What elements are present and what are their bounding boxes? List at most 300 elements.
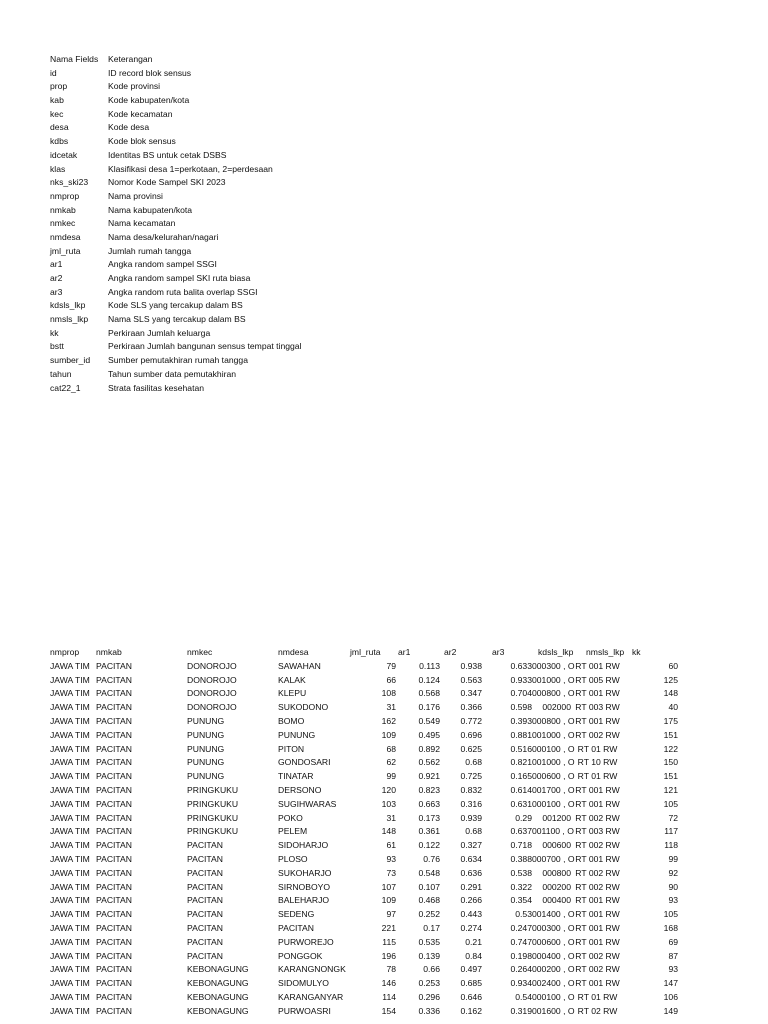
- table-cell: 000100 , O: [532, 743, 575, 754]
- table-cell: 147: [663, 978, 678, 989]
- table-cell: JAWA TIM: [50, 853, 90, 864]
- table-cell: 0.264: [510, 964, 532, 975]
- table-cell: RT 001 RW: [575, 978, 620, 989]
- table-cell: BOMO: [278, 715, 305, 726]
- table-cell: JAWA TIM: [50, 674, 90, 685]
- table-cell: PACITAN: [96, 991, 132, 1002]
- table-cell: JAWA TIM: [50, 840, 90, 851]
- table-cell: 0.881: [510, 729, 532, 740]
- table-cell: 001000 , O: [532, 674, 575, 685]
- table-cell: 90: [668, 881, 678, 892]
- column-header: nmdesa: [278, 647, 309, 657]
- table-cell: RT 002 RW: [575, 950, 620, 961]
- table-body: [50, 660, 690, 1019]
- table-cell: PRINGKUKU: [187, 812, 239, 823]
- table-cell: RT 002 RW: [575, 840, 620, 851]
- table-cell: JAWA TIM: [50, 909, 90, 920]
- field-description: Perkiraan Jumlah bangunan sensus tempat tinggal: [108, 341, 302, 352]
- table-cell: RT 001 RW: [575, 909, 620, 920]
- field-name: kk: [50, 327, 59, 338]
- table-cell: 150: [663, 757, 678, 768]
- table-cell: 0.933: [510, 674, 532, 685]
- table-cell: 000800 , O: [532, 688, 575, 699]
- field-description: Nama SLS yang tercakup dalam BS: [108, 314, 246, 325]
- table-cell: 0.725: [460, 771, 482, 782]
- column-header: kdsls_lkp: [538, 647, 574, 657]
- table-cell: PACITAN: [96, 715, 132, 726]
- field-name: desa: [50, 122, 69, 133]
- table-row: [50, 991, 690, 1005]
- table-row: [50, 825, 690, 839]
- table-cell: 0.663: [418, 798, 440, 809]
- table-row: [50, 798, 690, 812]
- table-cell: 117: [664, 826, 678, 837]
- table-cell: PUNUNG: [187, 715, 225, 726]
- column-header: ar3: [492, 647, 505, 657]
- table-cell: 0.938: [460, 660, 482, 671]
- table-cell: 0.393: [510, 715, 532, 726]
- table-cell: RT 002 RW: [575, 964, 620, 975]
- table-cell: 0.173: [418, 812, 440, 823]
- table-cell: 61: [386, 840, 396, 851]
- table-cell: SAWAHAN: [278, 660, 321, 671]
- table-cell: 0.198: [510, 950, 532, 961]
- table-cell: RT 10 RW: [577, 757, 618, 768]
- table-cell: 87: [668, 950, 678, 961]
- table-row: [50, 687, 690, 701]
- table-cell: 0.747: [510, 936, 532, 947]
- table-cell: 0.821: [510, 757, 532, 768]
- table-cell: RT 001 RW: [575, 798, 620, 809]
- table-cell: 000300 , O: [532, 922, 575, 933]
- field-name: ar3: [50, 286, 63, 297]
- table-cell: 120: [381, 784, 396, 795]
- table-cell: 109: [381, 729, 396, 740]
- table-cell: 221: [381, 922, 396, 933]
- table-cell: PACITAN: [96, 964, 132, 975]
- table-cell: 151: [663, 729, 678, 740]
- table-cell: 93: [668, 964, 678, 975]
- table-row: [50, 839, 690, 853]
- table-cell: 146: [381, 978, 396, 989]
- table-cell: RT 01 RW: [577, 771, 618, 782]
- table-cell: PACITAN: [96, 840, 132, 851]
- table-cell: 114: [382, 991, 396, 1002]
- table-cell: JAWA TIM: [50, 964, 90, 975]
- field-description: Nama kecamatan: [108, 218, 176, 229]
- field-description: Nama kabupaten/kota: [108, 204, 193, 215]
- table-cell: 0.68: [465, 826, 482, 837]
- table-cell: 0.291: [460, 881, 482, 892]
- table-cell: 92: [668, 867, 678, 878]
- table-cell: 0.21: [465, 936, 482, 947]
- field-name: nmkab: [50, 204, 76, 215]
- table-row: [50, 881, 690, 895]
- table-cell: PACITAN: [96, 674, 132, 685]
- column-header: jml_ruta: [350, 647, 381, 657]
- field-description: Nomor Kode Sampel SKI 2023: [108, 177, 226, 188]
- field-description: Jumlah rumah tangga: [108, 245, 192, 256]
- table-cell: RT 002 RW: [575, 729, 620, 740]
- table-row: [50, 894, 690, 908]
- table-cell: 99: [668, 853, 678, 864]
- field-description: Kode provinsi: [108, 81, 161, 92]
- table-cell: PACITAN: [96, 881, 132, 892]
- table-cell: KLEPU: [278, 688, 307, 699]
- table-cell: PACITAN: [96, 784, 132, 795]
- table-cell: RT 001 RW: [575, 895, 620, 906]
- table-cell: 73: [386, 867, 396, 878]
- table-cell: PACITAN: [96, 895, 132, 906]
- table-cell: 168: [663, 922, 678, 933]
- table-cell: 0.634: [460, 853, 482, 864]
- table-cell: PUNUNG: [187, 729, 225, 740]
- column-header: nmkec: [187, 647, 213, 657]
- table-cell: 69: [668, 936, 678, 947]
- table-cell: PRINGKUKU: [187, 798, 239, 809]
- field-description: Angka random sampel SSGI: [108, 259, 217, 270]
- table-cell: 0.631: [510, 798, 532, 809]
- table-cell: 115: [382, 936, 396, 947]
- table-cell: JAWA TIM: [50, 660, 90, 671]
- table-cell: KARANGNONGK: [278, 964, 346, 975]
- table-cell: 002400 , O: [532, 978, 575, 989]
- field-name: klas: [50, 163, 66, 174]
- table-cell: 79: [386, 660, 396, 671]
- table-cell: RT 001 RW: [575, 853, 620, 864]
- table-cell: 0.823: [418, 784, 440, 795]
- table-cell: SIRNOBOYO: [278, 881, 331, 892]
- field-name: nmkec: [50, 218, 76, 229]
- field-name: ar1: [50, 259, 63, 270]
- table-cell: 0.296: [418, 991, 440, 1002]
- table-cell: 0.646: [460, 991, 482, 1002]
- table-cell: 0.939: [460, 812, 482, 823]
- table-cell: 66: [386, 674, 396, 685]
- field-name: cat22_1: [50, 382, 81, 393]
- table-cell: 0.625: [460, 743, 482, 754]
- table-cell: 000800 , O: [532, 715, 575, 726]
- field-name: idcetak: [50, 149, 78, 160]
- table-cell: PACITAN: [96, 853, 132, 864]
- table-cell: 148: [663, 688, 678, 699]
- table-cell: PELEM: [278, 826, 308, 837]
- table-row: [50, 963, 690, 977]
- table-cell: PACITAN: [96, 1005, 132, 1016]
- field-name: nmsls_lkp: [50, 314, 89, 325]
- table-cell: DONOROJO: [187, 688, 237, 699]
- table-cell: 154: [381, 1005, 396, 1016]
- table-row: [50, 853, 690, 867]
- table-cell: 0.832: [460, 784, 482, 795]
- table-cell: 001400 , O: [532, 909, 575, 920]
- table-cell: 0.614: [510, 784, 532, 795]
- table-cell: 001100 , O: [532, 826, 574, 837]
- table-cell: PACITAN: [96, 909, 132, 920]
- table-cell: 151: [663, 771, 678, 782]
- table-cell: KARANGANYAR: [278, 991, 344, 1002]
- table-row: [50, 1005, 690, 1019]
- table-cell: 106: [663, 991, 678, 1002]
- table-cell: PUNUNG: [278, 729, 316, 740]
- table-cell: RT 001 RW: [575, 660, 620, 671]
- data-table: [50, 646, 690, 1019]
- table-cell: 001200: [542, 812, 571, 823]
- field-name: kdbs: [50, 136, 69, 147]
- field-name: jml_ruta: [50, 245, 81, 256]
- table-cell: 0.637: [510, 826, 532, 837]
- table-cell: 0.718: [510, 840, 532, 851]
- table-cell: 000600 , O: [532, 771, 575, 782]
- field-name-header: Nama Fields: [50, 54, 99, 64]
- table-cell: 0.53: [515, 909, 532, 920]
- table-cell: 0.122: [418, 840, 440, 851]
- table-cell: 0.548: [418, 867, 440, 878]
- table-cell: 0.495: [418, 729, 440, 740]
- table-cell: JAWA TIM: [50, 729, 90, 740]
- field-description: Strata fasilitas kesehatan: [108, 382, 205, 393]
- table-cell: 31: [386, 812, 396, 823]
- table-cell: 97: [386, 909, 396, 920]
- table-cell: 0.327: [460, 840, 482, 851]
- table-cell: 0.366: [460, 702, 482, 713]
- table-cell: 93: [668, 895, 678, 906]
- table-cell: JAWA TIM: [50, 688, 90, 699]
- table-row: [50, 729, 690, 743]
- table-cell: JAWA TIM: [50, 950, 90, 961]
- table-cell: 108: [381, 688, 396, 699]
- field-description: Nama provinsi: [108, 190, 163, 201]
- table-cell: PACITAN: [187, 909, 223, 920]
- table-cell: 60: [668, 660, 678, 671]
- field-name: nmprop: [50, 190, 80, 201]
- table-cell: 000400: [542, 895, 571, 906]
- table-cell: RT 01 RW: [577, 991, 618, 1002]
- table-cell: RT 002 RW: [575, 812, 620, 823]
- table-cell: 0.139: [418, 950, 440, 961]
- table-cell: PUNUNG: [187, 743, 225, 754]
- table-cell: POKO: [278, 812, 303, 823]
- column-header: kk: [632, 647, 641, 657]
- table-cell: PRINGKUKU: [187, 826, 239, 837]
- table-cell: PACITAN: [96, 798, 132, 809]
- table-cell: 122: [663, 743, 678, 754]
- table-cell: 000400 , O: [532, 950, 575, 961]
- field-description: Tahun sumber data pemutakhiran: [108, 368, 237, 379]
- table-cell: JAWA TIM: [50, 936, 90, 947]
- table-cell: JAWA TIM: [50, 867, 90, 878]
- table-cell: SIDOHARJO: [278, 840, 329, 851]
- table-cell: KEBONAGUNG: [187, 991, 249, 1002]
- table-cell: 0.468: [418, 895, 440, 906]
- table-cell: JAWA TIM: [50, 895, 90, 906]
- table-cell: PACITAN: [96, 743, 132, 754]
- table-cell: 103: [381, 798, 396, 809]
- field-description: Kode kecamatan: [108, 108, 173, 119]
- table-cell: KEBONAGUNG: [187, 1005, 249, 1016]
- table-cell: 0.266: [460, 895, 482, 906]
- table-cell: PACITAN: [96, 826, 132, 837]
- table-cell: GONDOSARI: [278, 757, 331, 768]
- table-cell: 68: [386, 743, 396, 754]
- table-cell: JAWA TIM: [50, 922, 90, 933]
- table-cell: RT 001 RW: [575, 688, 620, 699]
- table-cell: 0.252: [418, 909, 440, 920]
- table-cell: PACITAN: [187, 950, 223, 961]
- table-cell: 0.696: [460, 729, 482, 740]
- field-description: Kode SLS yang tercakup dalam BS: [108, 300, 243, 311]
- table-row: [50, 812, 690, 826]
- field-description: Angka random sampel SKI ruta biasa: [108, 273, 251, 283]
- table-cell: PACITAN: [96, 922, 132, 933]
- table-cell: 0.322: [510, 881, 532, 892]
- table-row: [50, 936, 690, 950]
- table-cell: 0.538: [510, 867, 532, 878]
- field-name: nmdesa: [50, 231, 81, 242]
- field-description: Kode desa: [108, 122, 150, 133]
- table-cell: RT 001 RW: [575, 922, 620, 933]
- table-cell: PONGGOK: [278, 950, 323, 961]
- table-cell: 000600 , O: [532, 936, 575, 947]
- table-cell: 0.704: [510, 688, 532, 699]
- table-cell: 0.124: [418, 674, 440, 685]
- table-cell: RT 02 RW: [577, 1005, 618, 1016]
- table-cell: SUGIHWARAS: [278, 798, 337, 809]
- table-row: [50, 977, 690, 991]
- table-cell: 002000: [542, 702, 571, 713]
- table-cell: RT 001 RW: [575, 936, 620, 947]
- table-cell: 0.549: [418, 715, 440, 726]
- table-cell: SUKOHARJO: [278, 867, 332, 878]
- table-cell: 0.107: [418, 881, 440, 892]
- field-description: ID record blok sensus: [108, 67, 192, 78]
- table-header: [50, 646, 690, 660]
- field-description: Nama desa/kelurahan/nagari: [108, 231, 219, 242]
- table-cell: 0.84: [465, 950, 482, 961]
- table-cell: JAWA TIM: [50, 881, 90, 892]
- table-row: [50, 701, 690, 715]
- table-cell: SEDENG: [278, 909, 315, 920]
- table-cell: 0.66: [423, 964, 440, 975]
- column-header: nmkab: [96, 647, 122, 657]
- table-cell: JAWA TIM: [50, 812, 90, 823]
- table-cell: 0.892: [418, 743, 440, 754]
- table-row: [50, 660, 690, 674]
- field-desc-header: Keterangan: [108, 54, 153, 64]
- table-cell: RT 001 RW: [575, 784, 620, 795]
- field-name: ar2: [50, 273, 63, 283]
- table-cell: 105: [663, 909, 678, 920]
- table-cell: 107: [381, 881, 396, 892]
- table-cell: 0.562: [418, 757, 440, 768]
- table-cell: 001000 , O: [532, 729, 575, 740]
- table-cell: 0.274: [460, 922, 482, 933]
- table-cell: PACITAN: [187, 922, 223, 933]
- table-row: [50, 715, 690, 729]
- table-cell: DONOROJO: [187, 674, 237, 685]
- table-cell: PUNUNG: [187, 771, 225, 782]
- table-cell: DONOROJO: [187, 702, 237, 713]
- field-name: id: [50, 67, 57, 78]
- table-cell: 0.17: [423, 922, 440, 933]
- table-cell: RT 003 RW: [575, 826, 620, 837]
- table-cell: RT 003 RW: [575, 702, 620, 713]
- table-cell: 125: [663, 674, 678, 685]
- table-cell: 0.354: [510, 895, 532, 906]
- table-cell: KEBONAGUNG: [187, 964, 249, 975]
- table-cell: PACITAN: [187, 936, 223, 947]
- table-cell: 0.563: [460, 674, 482, 685]
- column-header: nmprop: [50, 647, 80, 657]
- table-cell: 0.633: [510, 660, 532, 671]
- field-name: kdsls_lkp: [50, 300, 86, 311]
- table-cell: 000800: [542, 867, 571, 878]
- table-cell: 000700 , O: [532, 853, 575, 864]
- table-cell: JAWA TIM: [50, 771, 90, 782]
- field-description: Perkiraan Jumlah keluarga: [108, 327, 211, 338]
- table-cell: PACITAN: [187, 881, 223, 892]
- table-cell: 62: [386, 757, 396, 768]
- table-cell: PUNUNG: [187, 757, 225, 768]
- field-description: Klasifikasi desa 1=perkotaan, 2=perdesaan: [108, 163, 273, 174]
- table-cell: 000200: [542, 881, 571, 892]
- table-cell: 99: [386, 771, 396, 782]
- table-cell: 0.388: [510, 853, 532, 864]
- table-cell: JAWA TIM: [50, 991, 90, 1002]
- table-cell: PACITAN: [96, 812, 132, 823]
- table-cell: PURWOASRI: [278, 1005, 331, 1016]
- table-cell: 105: [663, 798, 678, 809]
- table-cell: 0.336: [418, 1005, 440, 1016]
- table-cell: 0.247: [510, 922, 532, 933]
- table-cell: 0.497: [460, 964, 482, 975]
- table-cell: 0.361: [418, 826, 440, 837]
- field-name: kec: [50, 108, 64, 119]
- field-description: Kode kabupaten/kota: [108, 95, 190, 106]
- table-cell: 0.76: [423, 853, 440, 864]
- table-cell: 0.54: [515, 991, 532, 1002]
- table-cell: PACITAN: [96, 867, 132, 878]
- table-cell: 000100 , O: [532, 991, 575, 1002]
- table-cell: 121: [663, 784, 678, 795]
- table-cell: JAWA TIM: [50, 1005, 90, 1016]
- table-row: [50, 743, 690, 757]
- table-cell: 0.535: [418, 936, 440, 947]
- table-cell: 40: [668, 702, 678, 713]
- table-cell: BALEHARJO: [278, 895, 330, 906]
- table-cell: 000200 , O: [532, 964, 575, 975]
- table-cell: 001600 , O: [532, 1005, 575, 1016]
- table-cell: PACITAN: [96, 660, 132, 671]
- table-cell: JAWA TIM: [50, 757, 90, 768]
- field-name: kab: [50, 95, 64, 106]
- table-cell: 162: [381, 715, 396, 726]
- table-cell: 0.598: [510, 702, 532, 713]
- column-header: nmsls_lkp: [586, 647, 625, 657]
- column-header: ar1: [398, 647, 411, 657]
- table-row: [50, 756, 690, 770]
- table-row: [50, 922, 690, 936]
- table-cell: PACITAN: [96, 702, 132, 713]
- field-name: bstt: [50, 341, 64, 352]
- table-cell: PACITAN: [187, 867, 223, 878]
- table-cell: PRINGKUKU: [187, 784, 239, 795]
- table-cell: PACITAN: [96, 757, 132, 768]
- table-cell: 0.29: [515, 812, 532, 823]
- table-cell: PITON: [278, 743, 305, 754]
- table-cell: JAWA TIM: [50, 798, 90, 809]
- table-cell: 175: [663, 715, 678, 726]
